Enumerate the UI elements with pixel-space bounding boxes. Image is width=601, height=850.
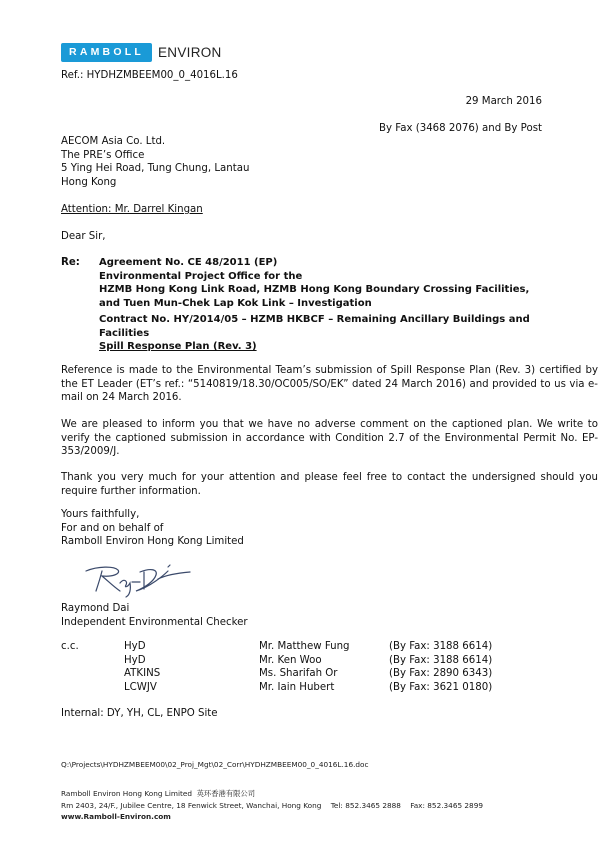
cc-label: c.c.: [61, 641, 79, 652]
subject-block: [99, 256, 529, 310]
cc-org: ATKINS: [124, 668, 161, 679]
footer-tel: Tel: 852.3465 2888: [330, 801, 401, 810]
signatory-title: Independent Environmental Checker: [61, 616, 248, 628]
attention-line: Attention: Mr. Darrel Kingan: [61, 204, 203, 215]
signatory-name: Raymond Dai: [61, 603, 130, 614]
recipient-street: 5 Ying Hei Road, Tung Chung, Lantau: [61, 163, 250, 174]
internal-distribution: Internal: DY, YH, CL, ENPO Site: [61, 708, 218, 719]
cc-fax: (By Fax: 3188 6614): [389, 641, 493, 652]
cc-row: [61, 654, 601, 668]
cc-name: Ms. Sharifah Or: [259, 668, 338, 679]
ramboll-logo: RAMBOLL: [61, 43, 152, 62]
subject-agreement: Agreement No. CE 48/2011 (EP): [99, 257, 278, 268]
recipient-address: [61, 135, 249, 189]
signature-image: [84, 563, 194, 599]
subject-investigation: and Tuen Mun-Chek Lap Kok Link – Investigation: [99, 297, 372, 309]
recipient-office: The PRE’s Office: [61, 149, 145, 161]
cc-name: Mr. Matthew Fung: [259, 641, 350, 652]
closing-block: [61, 508, 244, 549]
cc-name: Mr. Iain Hubert: [259, 681, 335, 693]
subject-project: HZMB Hong Kong Link Road, HZMB Hong Kong Boundary Crossing Facilities,: [99, 284, 530, 295]
subject-label: Re:: [61, 257, 80, 268]
cc-fax: (By Fax: 3621 0180): [389, 681, 493, 693]
closing-phrase: Yours faithfully,: [61, 509, 140, 520]
cc-org: HyD: [124, 654, 146, 666]
footer-address: Rm 2403, 24/F., Jubilee Centre, 18 Fenwick Street, Wanchai, Hong Kong: [61, 801, 322, 810]
contract-line-1: Contract No. HY/2014/05 – HZMB HKBCF – Remaining Ancillary Buildings and: [99, 314, 530, 325]
body-paragraph-1: Reference is made to the Environmental Team’s submission of Spill Response Plan (Rev. 3) certified by the ET Leader (ET’s ref.: “5140819/18.30/OC005/SO/EK” dated 24 March 2016) and provided to us via e-mail on 24 March 2016.: [61, 365, 598, 404]
contract-block: [99, 313, 530, 354]
footer-company: Ramboll Environ Hong Kong Limited: [61, 789, 192, 798]
cc-row: [61, 681, 601, 695]
footer-website[interactable]: www.Ramboll-Environ.com: [61, 812, 171, 821]
cc-org: LCWJV: [124, 681, 157, 693]
reference-number: Ref.: HYDHZMBEEM00_0_4016L.16: [61, 70, 238, 81]
signatory-block: [61, 602, 248, 629]
contract-line-2: Facilities: [99, 327, 150, 339]
body-paragraph-2: We are pleased to inform you that we have no adverse comment on the captioned plan. We write to verify the captioned submission in accordance with Condition 2.7 of the Environmental Permit No. EP-353/2009/J.: [61, 419, 598, 458]
signing-company: Ramboll Environ Hong Kong Limited: [61, 536, 244, 547]
cc-org: HyD: [124, 641, 146, 652]
recipient-company: AECOM Asia Co. Ltd.: [61, 136, 166, 147]
footer-company-line: [61, 788, 255, 799]
environ-logo-text: ENVIRON: [158, 45, 222, 60]
cc-row: [61, 667, 601, 681]
cc-fax: (By Fax: 2890 6343): [389, 668, 493, 679]
cc-name: Mr. Ken Woo: [259, 654, 322, 666]
salutation: Dear Sir,: [61, 231, 106, 242]
footer-fax: Fax: 852.3465 2899: [410, 801, 483, 810]
file-path: Q:\Projects\HYDHZMBEEM00\02_Proj_Mgt\02_Corr\HYDHZMBEEM00_0_4016L.16.doc: [61, 760, 369, 769]
on-behalf-of: For and on behalf of: [61, 522, 164, 534]
plan-title: Spill Response Plan (Rev. 3): [99, 341, 257, 352]
cc-fax: (By Fax: 3188 6614): [389, 654, 493, 666]
footer-contact-line: [61, 800, 483, 811]
body-paragraph-3: Thank you very much for your attention and please feel free to contact the undersigned should you require further information.: [61, 472, 598, 497]
recipient-region: Hong Kong: [61, 176, 117, 188]
letter-date: 29 March 2016: [465, 96, 542, 107]
subject-office: Environmental Project Office for the: [99, 270, 303, 282]
footer-company-chinese: 英环香港有限公司: [196, 789, 256, 798]
delivery-method: By Fax (3468 2076) and By Post: [379, 123, 542, 134]
cc-row: [61, 640, 601, 654]
